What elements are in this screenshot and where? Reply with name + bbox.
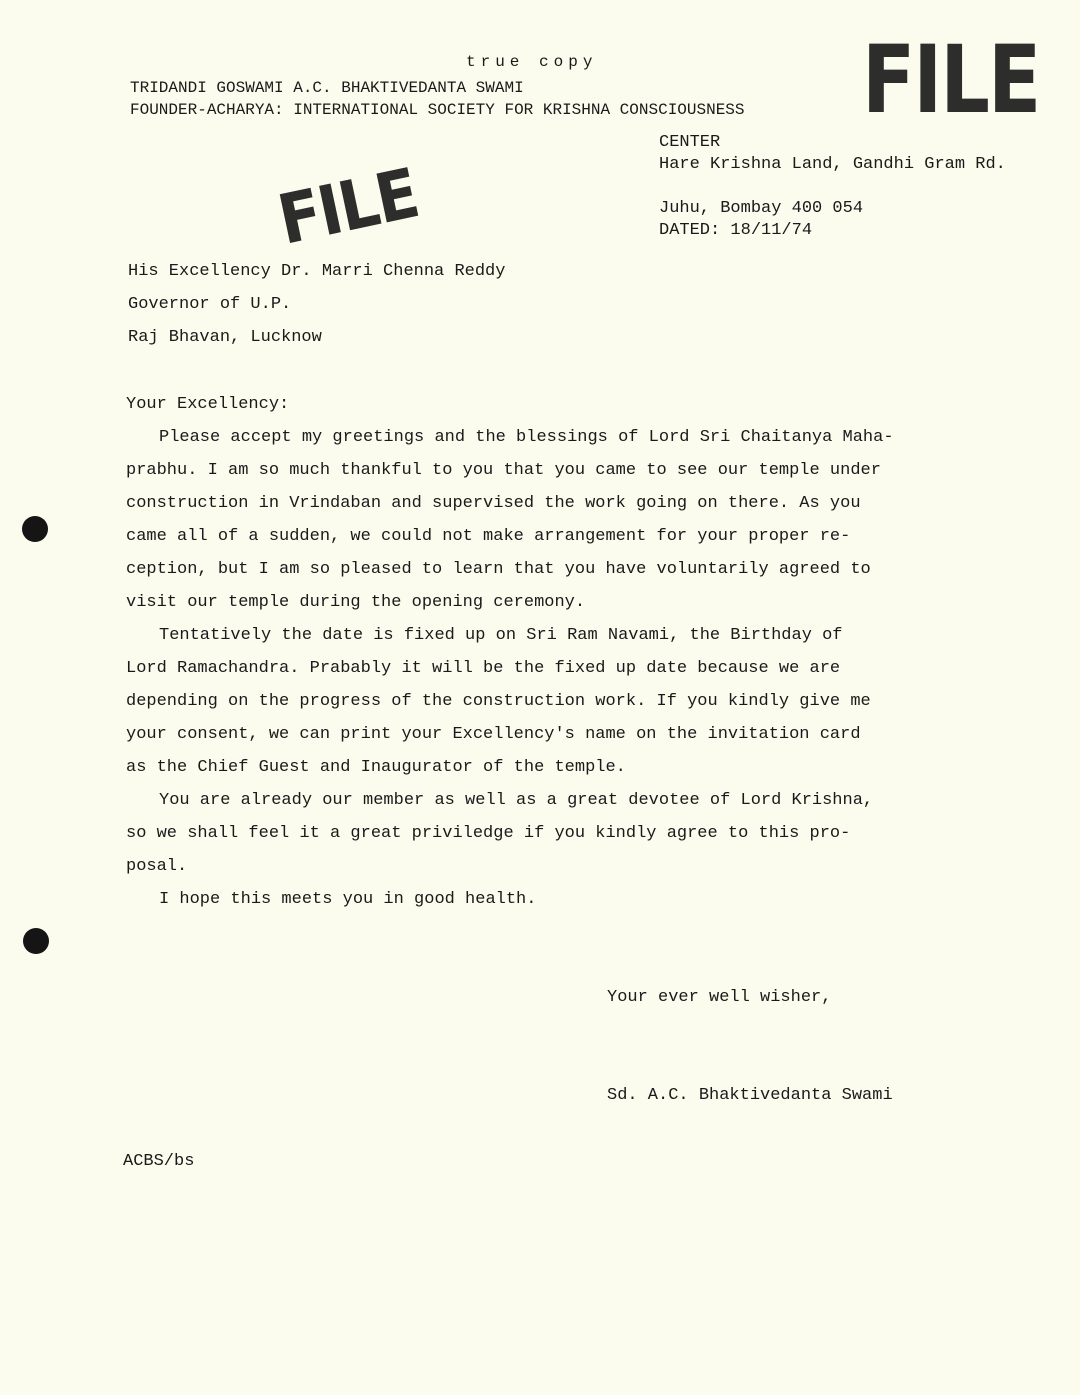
- file-stamp-left: FILE: [271, 152, 425, 261]
- paragraph-line: Lord Ramachandra. Prabably it will be the fixed up date because we are: [126, 659, 841, 678]
- center-address-block: [659, 133, 1006, 243]
- file-stamp-top: FILE: [862, 26, 1040, 135]
- paragraph-line: ception, but I am so pleased to learn that you have voluntarily agreed to: [126, 560, 871, 579]
- paragraph-line: prabhu. I am so much thankful to you that you came to see our temple under: [126, 461, 881, 480]
- salutation: Your Excellency:: [126, 395, 290, 414]
- punch-hole: [22, 516, 48, 542]
- addressee-line: Raj Bhavan, Lucknow: [128, 328, 322, 347]
- reference-initials: ACBS/bs: [123, 1152, 195, 1171]
- paragraph-line: Tentatively the date is fixed up on Sri Ram Navami, the Birthday of: [159, 626, 843, 645]
- paragraph-line: as the Chief Guest and Inaugurator of the temple.: [126, 758, 626, 777]
- paragraph-line: posal.: [126, 857, 188, 876]
- addressee-line: Governor of U.P.: [128, 295, 292, 314]
- letterhead-title: FOUNDER-ACHARYA: INTERNATIONAL SOCIETY FOR KRISHNA CONSCIOUSNESS: [130, 101, 745, 119]
- paragraph-line: depending on the progress of the construction work. If you kindly give me: [126, 692, 871, 711]
- addressee-line: His Excellency Dr. Marri Chenna Reddy: [128, 262, 506, 281]
- signature: Sd. A.C. Bhaktivedanta Swami: [607, 1086, 893, 1105]
- letter-date: DATED: 18/11/74: [659, 221, 813, 240]
- paragraph-line: You are already our member as well as a great devotee of Lord Krishna,: [159, 791, 874, 810]
- center-address-line1: Hare Krishna Land, Gandhi Gram Rd.: [659, 155, 1006, 174]
- true-copy-note: true copy: [466, 53, 598, 71]
- paragraph-line: Please accept my greetings and the blessings of Lord Sri Chaitanya Maha-: [159, 428, 894, 447]
- paragraph-line: I hope this meets you in good health.: [159, 890, 537, 909]
- paragraph-line: construction in Vrindaban and supervised the work going on there. As you: [126, 494, 861, 513]
- letterhead-name: TRIDANDI GOSWAMI A.C. BHAKTIVEDANTA SWAMI: [130, 79, 524, 97]
- center-address-line2: Juhu, Bombay 400 054: [659, 199, 864, 218]
- paragraph-line: came all of a sudden, we could not make arrangement for your proper re-: [126, 527, 851, 546]
- center-label: CENTER: [659, 133, 721, 152]
- letter-body: [126, 395, 956, 923]
- paragraph-line: visit our temple during the opening ceremony.: [126, 593, 586, 612]
- closing: Your ever well wisher,: [607, 988, 832, 1007]
- punch-hole: [23, 928, 49, 954]
- paragraph-line: so we shall feel it a great priviledge if you kindly agree to this pro-: [126, 824, 851, 843]
- paragraph-line: your consent, we can print your Excellency's name on the invitation card: [126, 725, 861, 744]
- addressee-block: [128, 262, 505, 361]
